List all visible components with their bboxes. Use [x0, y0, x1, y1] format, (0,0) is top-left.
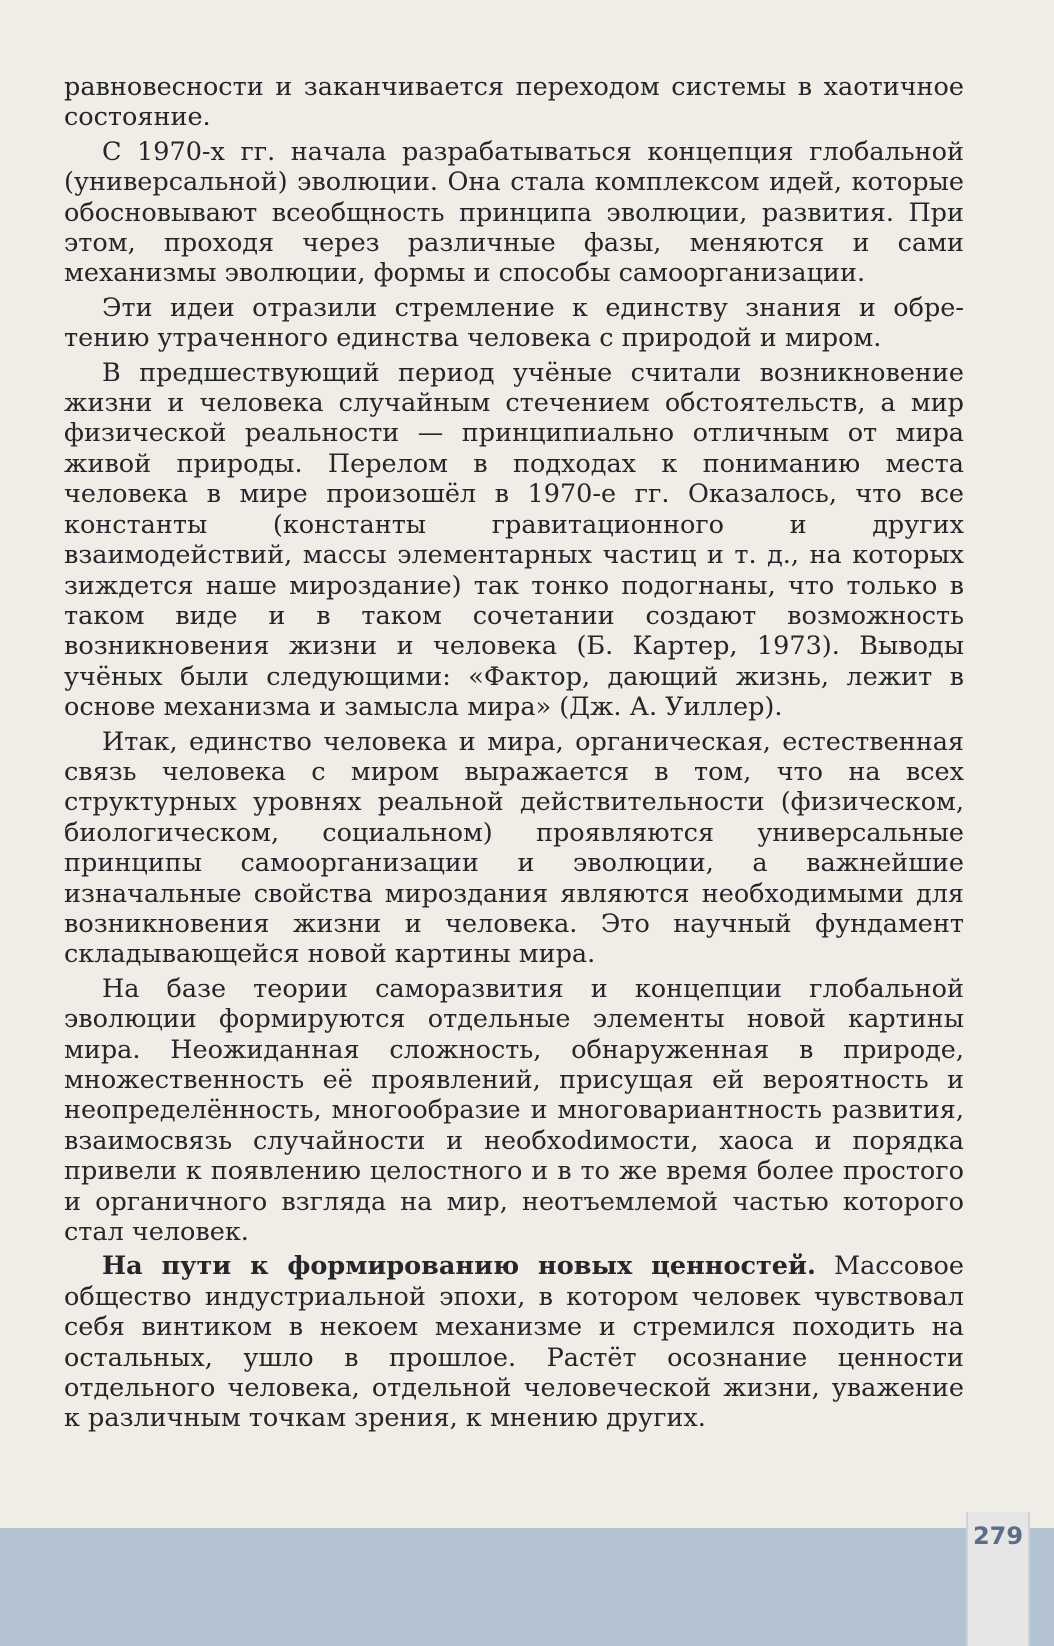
paragraph-new-values-text: Массовое общество индустриальной эпохи, в котором человек чувствовал себя винтиком в некоем механизме и стремился походить на остальных, ушло в прошлое. Растёт осознание ценности отдельного человека, отдельной человеческой жизни, уважение к различным точкам зрения, к мнению других.	[64, 1251, 964, 1434]
page-number: 279	[972, 1522, 1024, 1550]
run-in-heading: На пути к формированию новых ценностей.	[102, 1251, 816, 1282]
paragraph-global-evolution: С 1970-х гг. начала разрабатываться концепция глобальной (универсальной) эволюции. Она стала комплексом идей, которые обосновывают всеобщность принципа эволюции, развития. При этом, проходя через различные фазы, меняются и сами механизмы эволюции, формы и способы самоорганизации.	[64, 136, 964, 289]
paragraph-unity-of-knowledge: Эти идеи отразили стремление к единству знания и обретению утраченного единства человека с природой и миром.	[64, 292, 964, 354]
paragraph-continued: равновесности и заканчивается переходом системы в хаотичное состояние.	[64, 72, 964, 133]
body-text	[64, 72, 964, 1438]
page-number-tab	[966, 1512, 1030, 1646]
page-footer-band	[0, 1528, 1054, 1646]
paragraph-new-world-picture: На базе теории саморазвития и концепции глобальной эволюции формируются отдельные элементы новой картины мира. Неожиданная сложность, обнаруженная в природе, множественность её проявлений, присущая ей вероятность и неопределённость, многообразие и многовариантность развития, взаимосвязь случайности и необхоdимости, хаоса и порядка привели к появлению целостного и в то же время более простого и органичного взгляда на мир, неотъемлемой частью которого стал человек.	[64, 973, 964, 1248]
paragraph-new-values	[64, 1251, 964, 1433]
paragraph-constants: В предшествующий период учёные считали возникновение жизни и человека случайным стечением обстоятельств, а мир физической реальности — принципиально отличным от мира живой природы. Перелом в подходах к пониманию места человека в мире произошёл в 1970-е гг. Оказалось, что все константы (константы гравитационного и других взаимодействий, массы элементарных частиц и т. д., на которых зиждется наше мироздание) так тонко подогнаны, что только в таком виде и в таком сочетании создают возможность возникновения жизни и человека (Б. Картер, 1973). Выводы учёных были следующими: «Фактор, дающий жизнь, лежит в основе механизма и замысла мира» (Дж. А. Уиллер).	[64, 357, 964, 723]
paragraph-unity-of-man-and-world: Итак, единство человека и мира, органическая, естественная связь человека с миром выражается в том, что на всех структурных уровнях реальной действительности (физическом, биологическом, социальном) проявляются универсальные принципы самоорганизации и эволюции, а важнейшие изначальные свойства мироздания являются необходимыми для возникновения жизни и человека. Это научный фундамент складывающейся новой картины мира.	[64, 726, 964, 970]
